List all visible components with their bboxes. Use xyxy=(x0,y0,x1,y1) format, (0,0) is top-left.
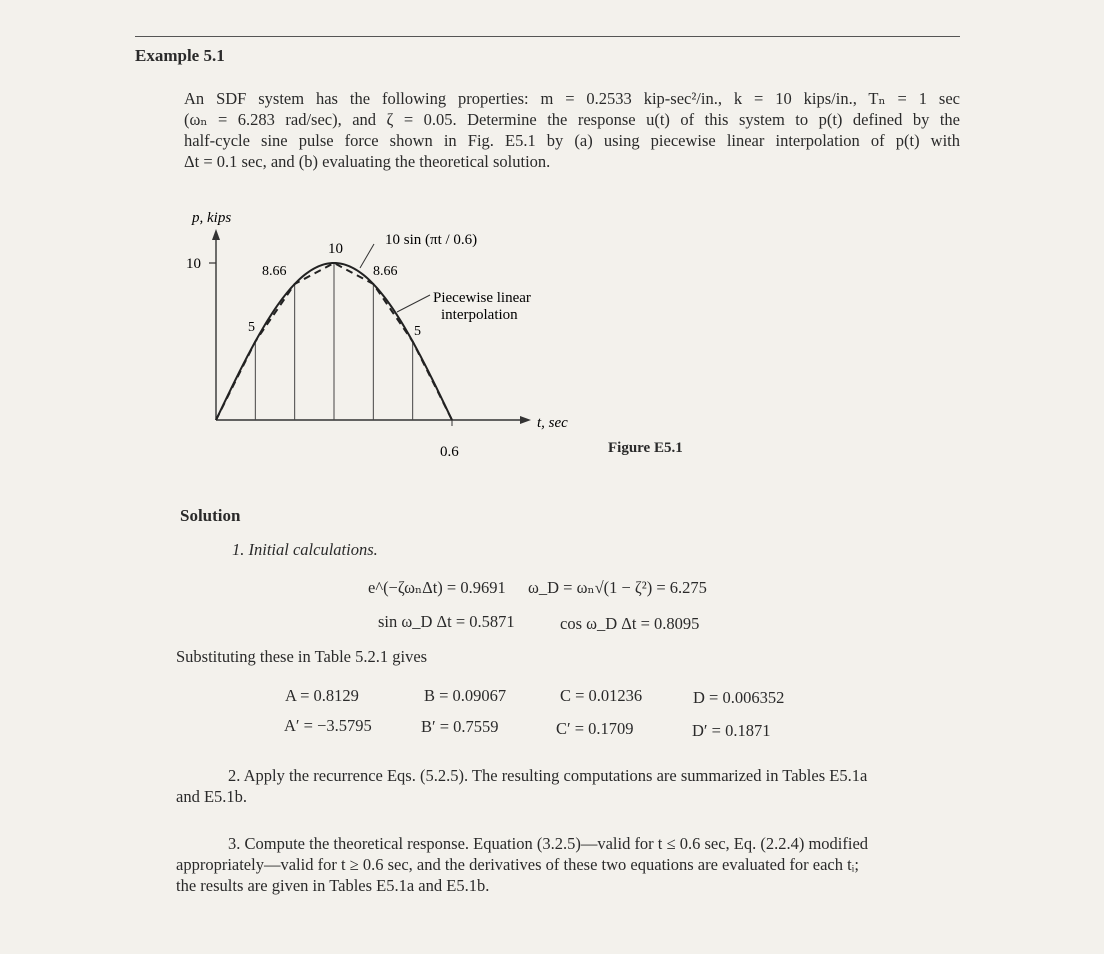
x-tick-label: 0.6 xyxy=(440,444,459,460)
coefficient-D: D = 0.006352 xyxy=(693,688,785,707)
problem-line: An SDF system has the following properties: m = 0.2533 kip-sec²/in., k = 10 kips/in., Tₙ = 1 sec xyxy=(184,89,960,108)
equation-cosine: cos ω_D Δt = 0.8095 xyxy=(560,614,700,633)
coefficient-C: C = 0.01236 xyxy=(560,686,643,705)
y-axis-arrow-icon xyxy=(212,229,220,240)
problem-line: half-cycle sine pulse force shown in Fig. E5.1 by (a) using piecewise linear interpolation of p(t) with xyxy=(184,131,960,150)
figure-caption: Figure E5.1 xyxy=(608,440,683,456)
step3-line: 3. Compute the theoretical response. Equation (3.2.5)—valid for t ≤ 0.6 sec, Eq. (2.2.4) modified xyxy=(228,834,869,853)
coefficient-D-prime: D′ = 0.1871 xyxy=(692,721,771,740)
solution-heading: Solution xyxy=(180,506,241,525)
y-tick-label: 10 xyxy=(186,256,201,272)
step3-line: appropriately—valid for t ≥ 0.6 sec, and the derivatives of these two equations are evaluated for each tᵢ; xyxy=(176,855,859,874)
interp-label: interpolation xyxy=(441,307,518,323)
coefficient-B: B = 0.09067 xyxy=(424,686,507,705)
ordinate-value-label: 8.66 xyxy=(262,264,287,279)
problem-line: (ωₙ = 6.283 rad/sec), and ζ = 0.05. Determine the response u(t) of this system to p(t) defined by the xyxy=(184,110,960,129)
step2-line: and E5.1b. xyxy=(176,787,248,806)
step3-line: the results are given in Tables E5.1a and E5.1b. xyxy=(176,876,490,895)
y-axis-label: p, kips xyxy=(192,210,232,226)
x-axis-arrow-icon xyxy=(520,416,531,424)
step1-heading xyxy=(232,540,378,560)
curve-leader-line xyxy=(360,244,374,268)
ordinate-lines xyxy=(255,263,412,420)
example-title: Example 5.1 xyxy=(135,46,225,65)
peak-label: 10 xyxy=(328,241,343,257)
x-axis-label: t, sec xyxy=(537,415,568,431)
step2-paragraph xyxy=(176,765,960,807)
interp-leader-line xyxy=(397,295,430,312)
curve-formula-label: 10 sin (πt / 0.6) xyxy=(385,232,478,248)
step1-label: 1. Initial calculations. xyxy=(232,540,378,559)
equation-damping-factor: e^(−ζωₙΔt) = 0.9691 xyxy=(368,578,506,597)
problem-line: Δt = 0.1 sec, and (b) evaluating the theoretical solution. xyxy=(184,152,551,171)
ordinate-value-label: 5 xyxy=(248,320,255,335)
interp-label: Piecewise linear xyxy=(433,290,531,306)
ordinate-value-label: 5 xyxy=(414,324,421,339)
coefficient-A: A = 0.8129 xyxy=(285,686,359,705)
ordinate-value-label: 8.66 xyxy=(373,264,398,279)
coefficient-C-prime: C′ = 0.1709 xyxy=(556,719,634,738)
equation-sine: sin ω_D Δt = 0.5871 xyxy=(378,612,515,631)
figure-e5-1 xyxy=(0,0,1104,470)
substitution-text: Substituting these in Table 5.2.1 gives xyxy=(176,647,428,666)
step3-paragraph xyxy=(176,833,960,896)
equation-damped-frequency: ω_D = ωₙ√(1 − ζ²) = 6.275 xyxy=(528,578,707,597)
step2-line: 2. Apply the recurrence Eqs. (5.2.5). The resulting computations are summarized in Tables E5.1a xyxy=(228,766,868,785)
coefficient-A-prime: A′ = −3.5795 xyxy=(284,716,372,735)
coefficient-B-prime: B′ = 0.7559 xyxy=(421,717,499,736)
